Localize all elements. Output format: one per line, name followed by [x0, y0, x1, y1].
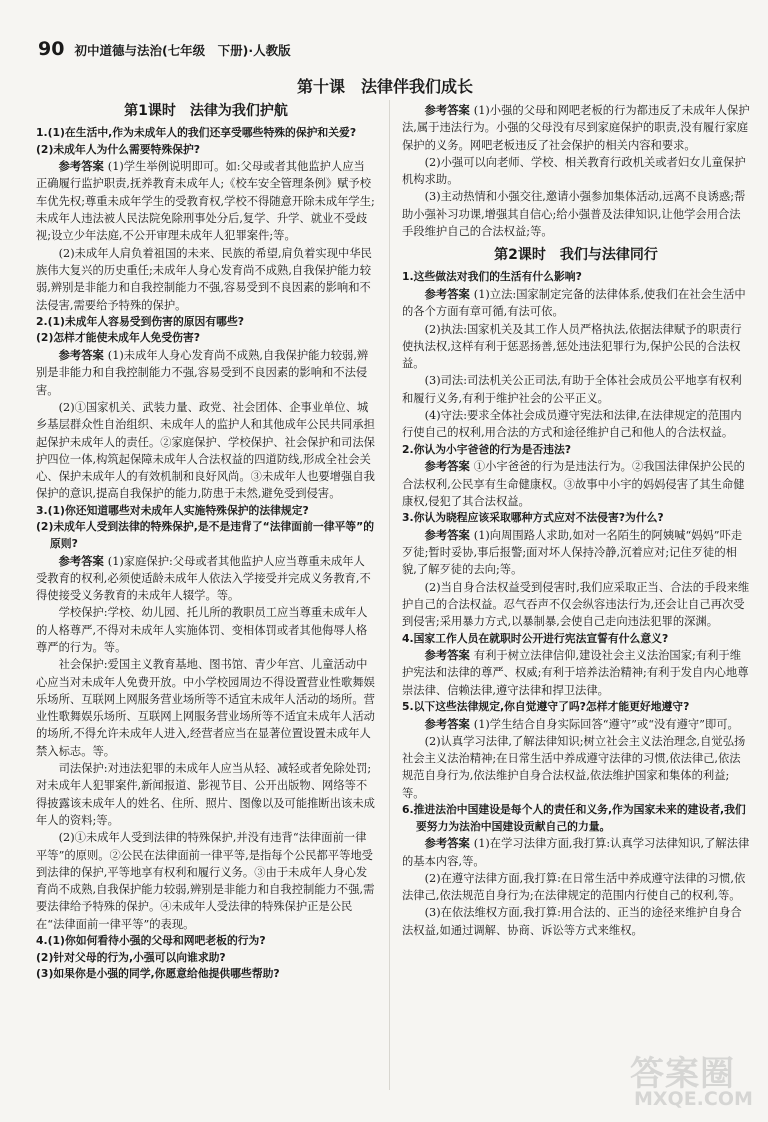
- question: (3)如果你是小强的同学,你愿意给他提供哪些帮助?: [36, 967, 280, 981]
- answer-paragraph: (2)认真学习法律,了解法律知识;树立社会主义法治理念,自觉弘扬社会主义法治精神;在日常生活中养成遵守法律的习惯,依法律己,依法规范自身行为,依法维护自身合法权益,依法维护国家和集体的利益;等。: [402, 734, 746, 800]
- left-content: [36, 125, 376, 983]
- question: 4.国家工作人员在就职时公开进行宪法宣誓有什么意义?: [402, 631, 669, 645]
- watermark-url: MXQE.COM: [634, 1088, 753, 1110]
- answer-paragraph: 司法保护:对违法犯罪的未成年人应当从轻、减轻或者免除处罚;对未成年人犯罪案件,新闻报道、影视节目、公开出版物、网络等不得披露该未成年人的姓名、住所、照片、图像以及可能推断出该未成年人的资料;等。: [36, 762, 375, 827]
- answer-text: (1)立法:国家制定完备的法律体系,使我们在社会生活中的各个方面有章可循,有法可依。: [402, 287, 746, 319]
- book-title: 初中道德与法治(七年级 下册)·人教版: [74, 43, 291, 58]
- answer-paragraph: (2)执法:国家机关及其工作人员严格执法,依据法律赋予的职责行使执法权,这样有利于惩恶扬善,惩处违法犯罪行为,保护公民的合法权益。: [402, 322, 742, 371]
- question: 2.(1)未成年人容易受到伤害的原因有哪些?: [36, 314, 245, 328]
- answer: [402, 835, 750, 870]
- answer-paragraph: (4)守法:要求全体社会成员遵守宪法和法律,在法律规定的范围内行使自己的权利,用合法的方式和途径维护自己和他人的合法权益。: [402, 409, 742, 440]
- watermark-logo: 答案圈: [630, 1054, 735, 1094]
- question: (2)怎样才能使未成年人免受伤害?: [36, 331, 201, 345]
- answer: [36, 553, 376, 605]
- answer: [36, 347, 376, 399]
- answer-paragraph: (2)小强可以向老师、学校、相关教育行政机关或者妇女儿童保护机构求助。: [402, 155, 746, 187]
- answer-paragraph: 社会保护:爱国主义教育基地、图书馆、青少年宫、儿童活动中心应当对未成年人免费开放。中小学校园周边不得设置营业性歌舞娱乐场所、互联网上网服务营业场所等不适宜未成年人活动的场所。营业性歌舞娱乐场所、互联网上网服务营业场所等不适宜未成年人活动的场所,不得允许未成年人进入,经营者应当在显著位置设置未成年人禁入标志。等。: [36, 658, 375, 758]
- answer-text: (1)未成年人身心发育尚不成熟,自我保护能力较弱,辨别是非能力和自我控制能力不强,容易受到不良因素的影响和不法侵害。: [36, 349, 369, 397]
- lesson-title: 第十课 法律伴我们成长: [296, 77, 473, 96]
- column-divider: [389, 100, 390, 1090]
- answer-label: 参考答案: [424, 717, 470, 731]
- right-content-bottom: [402, 269, 750, 939]
- answer-label: 参考答案: [424, 104, 470, 117]
- answer: [402, 716, 750, 733]
- answer-text: ①小宇爸爸的行为是违法行为。②我国法律保护公民的合法权利,公民享有生命健康权。③故事中小宇的妈妈侵害了其生命健康权,侵犯了其合法权益。: [402, 460, 745, 508]
- answer-label: 参考答案: [424, 287, 470, 301]
- answer-label: 参考答案: [58, 160, 104, 174]
- answer-paragraph: (2)当自身合法权益受到侵害时,我们应采取正当、合法的手段来维护自己的合法权益。忍气吞声不仅会纵容违法行为,还会让自己再次受到侵害;采用暴力方式,以暴制暴,会使自己走向违法犯罪的深渊。: [402, 580, 750, 629]
- answer-label: 参考答案: [424, 460, 470, 474]
- question: (2)未成年人为什么需要特殊保护?: [36, 142, 201, 156]
- answer-paragraph: 学校保护:学校、幼儿园、托儿所的教职员工应当尊重未成年人的人格尊严,不得对未成年人实施体罚、变相体罚或者其他侮辱人格尊严的行为。等。: [36, 606, 368, 654]
- question: 3.(1)你还知道哪些对未成年人实施特殊保护的法律规定?: [36, 503, 309, 517]
- answer-paragraph: (3)主动热情和小强交往,邀请小强参加集体活动,远离不良诱惑;帮助小强补习功课,增强其自信心;给小强普及法律知识,让他学会用合法手段维护自己的合法权益;等。: [402, 190, 746, 239]
- question: 1.这些做法对我们的生活有什么影响?: [402, 270, 582, 284]
- answer: [402, 102, 750, 154]
- answer-text: 有利于树立法律信仰,建设社会主义法治国家;有利于维护宪法和法律的尊严、权威;有利于培养法治精神;有利于发自内心地尊崇法律、信赖法律,遵守法律和捍卫法律。: [402, 649, 749, 697]
- answer-paragraph: (2)在遵守法律方面,我打算:在日常生活中养成遵守法律的习惯,依法律己,依法规范自身行为;在法律规定的范围内行使自己的权利,等。: [402, 871, 746, 903]
- left-column: [36, 100, 376, 983]
- page-header: [38, 38, 291, 62]
- answer-text: (1)在学习法律方面,我打算:认真学习法律知识,了解法律的基本内容,等。: [402, 837, 750, 868]
- answer-label: 参考答案: [424, 649, 470, 663]
- answer-paragraph: (3)司法:司法机关公正司法,有助于全体社会成员公平地享有权利和履行义务,有利于维护社会的公平正义。: [402, 374, 742, 405]
- question: 6.推进法治中国建设是每个人的责任和义务,作为国家未来的建设者,我们要努力为法治中国建设贡献自己的力量。: [402, 803, 746, 833]
- question: 4.(1)你如何看待小强的父母和网吧老板的行为?: [36, 934, 266, 948]
- question: 3.你认为晓程应该采取哪种方式应对不法侵害?为什么?: [402, 511, 664, 525]
- answer: [402, 527, 750, 579]
- answer-paragraph: (3)在依法维权方面,我打算:用合法的、正当的途径来维护自身合法权益,如通过调解、协商、诉讼等方式来维权。: [402, 906, 742, 937]
- answer: [402, 647, 750, 699]
- answer-text: (1)学生结合自身实际回答“遵守”或“没有遵守”即可。: [473, 717, 739, 731]
- answer-label: 参考答案: [58, 349, 104, 363]
- section-title-1: 第1课时 法律为我们护航: [124, 103, 288, 119]
- answer-label: 参考答案: [424, 528, 470, 542]
- question: (2)针对父母的行为,小强可以向谁求助?: [36, 950, 226, 964]
- question: 1.(1)在生活中,作为未成年人的我们还享受哪些特殊的保护和关爱?: [36, 126, 357, 139]
- right-column: [402, 102, 750, 939]
- question: (2)未成年人受到法律的特殊保护,是不是违背了“法律面前一律平等”的原则?: [36, 520, 374, 550]
- question: 2.你认为小宇爸爸的行为是否违法?: [402, 442, 572, 456]
- answer: [36, 158, 376, 244]
- answer-label: 参考答案: [58, 554, 104, 568]
- section-title-2: 第2课时 我们与法律同行: [494, 247, 658, 264]
- answer-label: 参考答案: [424, 837, 470, 851]
- answer-paragraph: (2)未成年人肩负着祖国的未来、民族的希望,肩负着实现中华民族伟大复兴的历史重任;未成年人身心发育尚不成熟,自我保护能力较弱,辨别是非能力和自我控制能力不强,容易受到不良因素的影响和不法侵害,需要给予特殊的保护。: [36, 246, 372, 312]
- watermark: [626, 1046, 756, 1116]
- answer-text: (1)小强的父母和网吧老板的行为都违反了未成年人保护法,属于违法行为。小强的父母没有尽到家庭保护的职责,没有履行家庭保护的义务。网吧老板违反了社会保护的相关内容和要求。: [402, 104, 750, 152]
- answer-text: (1)家庭保护:父母或者其他监护人应当尊重未成年人受教育的权利,必须使适龄未成年人依法入学接受并完成义务教育,不得使接受义务教育的未成年人辍学。等。: [36, 554, 371, 603]
- right-content-top: [402, 102, 750, 240]
- answer-paragraph: (2)①未成年人受到法律的特殊保护,并没有违背“法律面前一律平等”的原则。②公民在法律面前一律平等,是指每个公民都平等地受到法律的保护,平等地享有权利和履行义务。③由于未成年人身心发育尚不成熟,自我保护能力较弱,辨别是非能力和自我控制能力不强,需要法律给予特殊的保护。④未成年人受法律的特殊保护正是公民在“法律面前一律平等”的表现。: [36, 831, 375, 931]
- answer-paragraph: (2)①国家机关、武装力量、政党、社会团体、企事业单位、城乡基层群众性自治组织、未成年人的监护人和其他成年公民共同承担起保护未成年人的责任。②家庭保护、学校保护、社会保护和司法保护四位一体,构筑起保障未成年人合法权益的四道防线,形成全社会关心、保护未成年人的有效机制和良好风尚。③未成年人也要增强自我保护的意识,提高自我保护的能力,防患于未然,避免受到侵害。: [36, 400, 375, 501]
- answer: [402, 458, 750, 510]
- answer-text: (1)向周围路人求助,如对一名陌生的阿姨喊“妈妈”吓走歹徒;暂时妥协,事后报警;面对坏人保持冷静,沉着应对;记住歹徒的相貌,了解歹徒的去向;等。: [402, 528, 743, 577]
- answer-text: (1)学生举例说明即可。如:父母或者其他监护人应当正确履行监护职责,抚养教育未成年人;《校车安全管理条例》赋予校车优先权;尊重未成年学生的受教育权,学校不得随意开除未成年学生;未成年人违法被人民法院免除刑事处分后,复学、升学、就业不受歧视;设立少年法庭,不公开审理未成年人犯罪案件;等。: [36, 160, 375, 243]
- question: 5.以下这些法律规定,你自觉遵守了吗?怎样才能更好地遵守?: [402, 699, 690, 713]
- answer: [402, 286, 750, 321]
- page-number: 90: [38, 38, 65, 60]
